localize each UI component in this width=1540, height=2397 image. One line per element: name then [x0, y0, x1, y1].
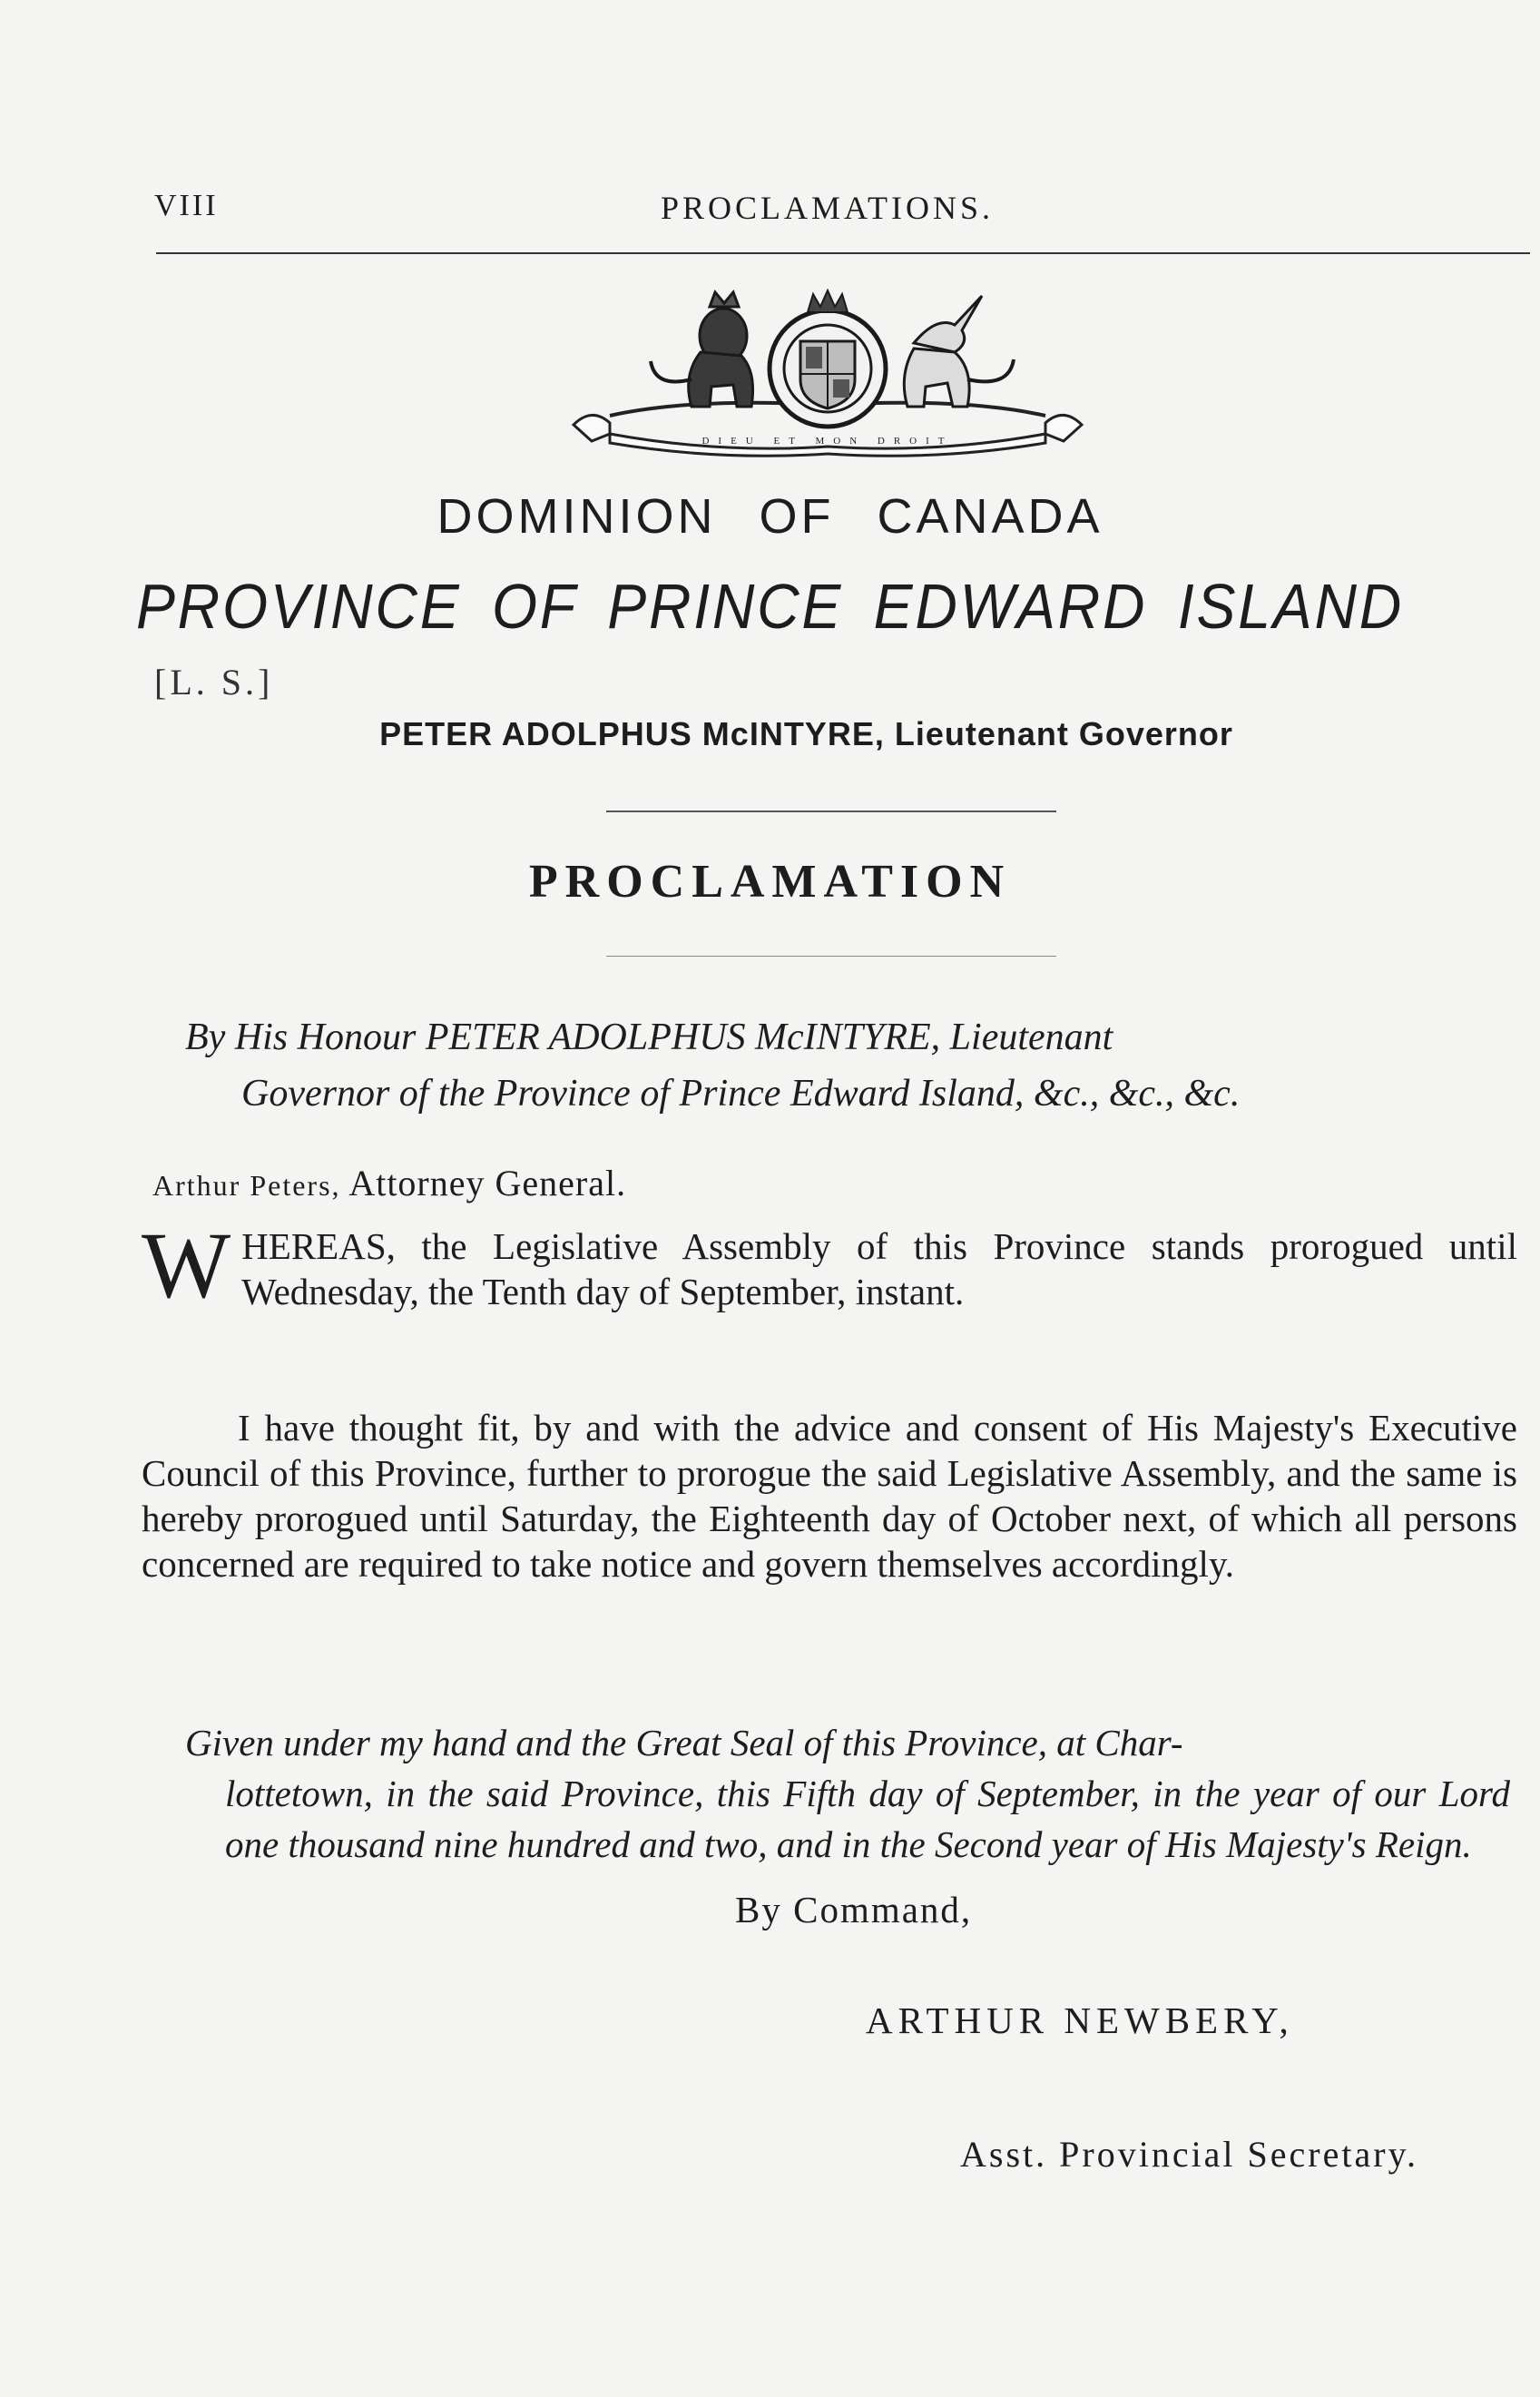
- header-rule: [156, 252, 1530, 254]
- proclamation-title: PROCLAMATION: [528, 856, 1012, 908]
- given-rest: lottetown, in the said Province, this Fifth day of September, in the year of our Lord one thousand nine hundred and two, and in the Second year of His Majesty's Reign.: [225, 1773, 1510, 1865]
- by-command: By Command,: [735, 1889, 973, 1930]
- divider-rule: [606, 810, 1056, 812]
- whereas-text: HEREAS, the Legislative Assembly of this Province stands prorogued until Wednesday, the Tenth day of September, instant.: [241, 1225, 1517, 1312]
- svg-text:DIEU ET MON DROIT: DIEU ET MON DROIT: [701, 436, 954, 447]
- whereas-paragraph: [142, 1213, 1517, 1318]
- given-clause: [185, 1717, 1510, 1870]
- byline-line-1: By His Honour PETER ADOLPHUS McINTYRE, Lieutenant: [185, 1017, 1113, 1058]
- drop-cap: W: [142, 1213, 231, 1318]
- dominion-heading: DOMINION OF CANADA: [436, 489, 1104, 544]
- royal-coat-of-arms-icon: [555, 289, 1100, 461]
- prorogation-paragraph: I have thought fit, by and with the advice and consent of His Majesty's Executive Council of this Province, further to prorogue the said Legislative Assembly, and the same is hereby prorogued until Saturday, the Eighteenth day of October next, of which all persons concerned are required to take notice and govern themselves accordingly.: [142, 1407, 1517, 1585]
- running-title: PROCLAMATIONS.: [661, 190, 995, 226]
- governor-line: PETER ADOLPHUS McINTYRE, Lieutenant Governor: [379, 715, 1233, 752]
- running-head: [0, 189, 1540, 243]
- signer-title: Asst. Provincial Secretary.: [960, 2134, 1418, 2175]
- province-heading: PROVINCE OF PRINCE EDWARD ISLAND: [135, 571, 1405, 642]
- page-folio: VIII: [154, 189, 219, 222]
- seal-mark: [L. S.]: [154, 662, 274, 702]
- attorney-title: Attorney General.: [348, 1163, 627, 1203]
- given-first-line: Given under my hand and the Great Seal of this Province, at Char-: [185, 1722, 1183, 1763]
- divider-rule: [606, 956, 1056, 957]
- attorney-name: Arthur Peters,: [152, 1169, 341, 1202]
- byline-line-2: Governor of the Province of Prince Edward Island, &c., &c., &c.: [241, 1073, 1241, 1115]
- attorney-line: [152, 1162, 626, 1204]
- byline: [185, 1009, 1510, 1122]
- signer-name: ARTHUR NEWBERY,: [866, 1999, 1294, 2041]
